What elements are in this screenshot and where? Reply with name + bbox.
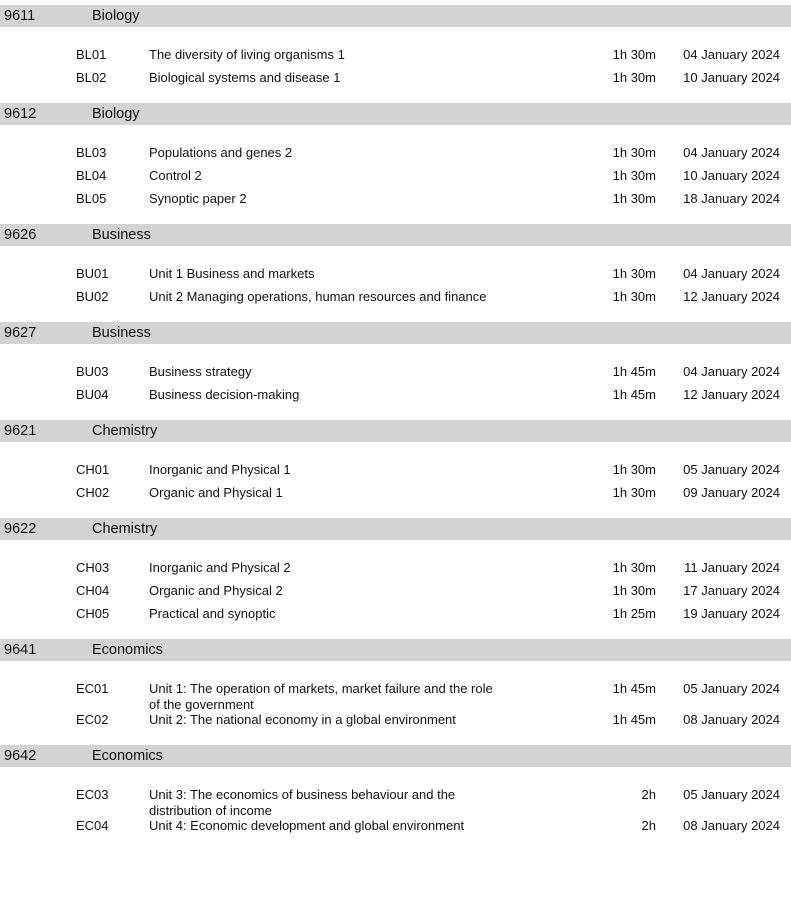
paper-duration: 2h (641, 818, 656, 833)
paper-date: 05 January 2024 (683, 787, 780, 802)
paper-duration: 1h 30m (612, 266, 656, 281)
group-header (0, 224, 791, 246)
subject-group (0, 420, 791, 518)
paper-duration: 1h 45m (612, 712, 656, 727)
group-code: 9611 (4, 8, 36, 24)
paper-date: 08 January 2024 (683, 818, 780, 833)
paper-title: Unit 1 Business and markets (149, 266, 315, 281)
group-papers (0, 661, 791, 745)
paper-date: 10 January 2024 (683, 70, 780, 85)
paper-code: BU03 (76, 364, 109, 379)
group-code: 9626 (4, 227, 37, 243)
paper-code: BL05 (76, 191, 107, 206)
paper-duration: 1h 30m (612, 485, 656, 500)
paper-date: 19 January 2024 (683, 606, 780, 621)
paper-date: 18 January 2024 (683, 191, 780, 206)
paper-row (0, 364, 791, 387)
paper-code: CH01 (76, 462, 110, 477)
group-header (0, 639, 791, 661)
subject-group (0, 745, 791, 851)
group-header (0, 745, 791, 767)
group-code: 9621 (4, 423, 37, 439)
group-header (0, 322, 791, 344)
paper-title: Unit 2: The national economy in a global environment (149, 712, 456, 727)
paper-title: Biological systems and disease 1 (149, 70, 341, 85)
paper-code: CH03 (76, 560, 110, 575)
paper-date: 04 January 2024 (683, 145, 780, 160)
paper-code: EC01 (76, 681, 109, 696)
paper-code: BL04 (76, 168, 107, 183)
paper-duration: 1h 30m (612, 47, 656, 62)
paper-duration: 1h 30m (612, 289, 656, 304)
paper-duration: 2h (641, 787, 656, 802)
paper-title: Unit 4: Economic development and global environment (149, 818, 465, 833)
paper-row (0, 70, 791, 93)
paper-row (0, 485, 791, 508)
paper-date: 08 January 2024 (683, 712, 780, 727)
paper-duration: 1h 45m (612, 364, 656, 379)
paper-row (0, 560, 791, 583)
group-code: 9612 (4, 106, 37, 122)
paper-code: EC02 (76, 712, 109, 727)
paper-date: 12 January 2024 (683, 387, 780, 402)
subject-group (0, 639, 791, 745)
paper-row (0, 681, 791, 712)
group-papers (0, 767, 791, 851)
paper-date: 04 January 2024 (683, 47, 780, 62)
group-papers (0, 246, 791, 322)
subject-group (0, 224, 791, 322)
paper-title: Unit 1: The operation of markets, market failure and the role of the government (149, 681, 493, 712)
group-subject: Biology (92, 106, 140, 122)
group-papers (0, 442, 791, 518)
paper-date: 11 January 2024 (684, 560, 780, 575)
paper-duration: 1h 30m (612, 462, 656, 477)
group-papers (0, 125, 791, 224)
paper-title: Synoptic paper 2 (149, 191, 247, 206)
paper-date: 09 January 2024 (683, 485, 780, 500)
paper-date: 10 January 2024 (683, 168, 780, 183)
group-header (0, 103, 791, 125)
paper-row (0, 712, 791, 735)
paper-duration: 1h 30m (612, 583, 656, 598)
group-subject: Chemistry (92, 423, 158, 439)
paper-code: CH04 (76, 583, 110, 598)
paper-title: Business decision-making (149, 387, 300, 402)
group-subject: Chemistry (92, 521, 158, 537)
paper-title: Inorganic and Physical 1 (149, 462, 291, 477)
group-code: 9641 (4, 642, 37, 658)
paper-title: Inorganic and Physical 2 (149, 560, 291, 575)
paper-code: BL01 (76, 47, 107, 62)
paper-date: 04 January 2024 (683, 266, 780, 281)
paper-code: BL02 (76, 70, 107, 85)
paper-duration: 1h 45m (612, 681, 656, 696)
paper-code: BU04 (76, 387, 109, 402)
group-subject: Economics (92, 642, 163, 658)
paper-duration: 1h 45m (612, 387, 656, 402)
paper-date: 17 January 2024 (683, 583, 780, 598)
paper-title: Unit 3: The economics of business behaviour and the distribution of income (149, 787, 456, 818)
paper-row (0, 47, 791, 70)
paper-duration: 1h 25m (612, 606, 656, 621)
subject-group (0, 322, 791, 420)
group-papers (0, 540, 791, 639)
paper-title: Organic and Physical 1 (149, 485, 283, 500)
group-subject: Biology (92, 8, 140, 24)
group-header (0, 5, 791, 27)
paper-code: CH05 (76, 606, 110, 621)
paper-duration: 1h 30m (612, 560, 656, 575)
group-papers (0, 344, 791, 420)
subject-group (0, 518, 791, 639)
group-header (0, 518, 791, 540)
paper-title: Business strategy (149, 364, 252, 379)
group-header (0, 420, 791, 442)
paper-row (0, 191, 791, 214)
paper-date: 05 January 2024 (683, 681, 780, 696)
paper-title: Organic and Physical 2 (149, 583, 283, 598)
group-code: 9642 (4, 748, 37, 764)
paper-row (0, 818, 791, 841)
group-subject: Business (92, 325, 151, 341)
paper-row (0, 168, 791, 191)
paper-duration: 1h 30m (612, 70, 656, 85)
group-code: 9622 (4, 521, 37, 537)
paper-date: 05 January 2024 (683, 462, 780, 477)
paper-duration: 1h 30m (612, 191, 656, 206)
paper-row (0, 289, 791, 312)
paper-title: Control 2 (149, 168, 202, 183)
paper-date: 12 January 2024 (683, 289, 780, 304)
paper-code: BL03 (76, 145, 107, 160)
paper-row (0, 462, 791, 485)
group-subject: Business (92, 227, 151, 243)
paper-row (0, 145, 791, 168)
paper-code: CH02 (76, 485, 110, 500)
paper-date: 04 January 2024 (683, 364, 780, 379)
paper-row (0, 583, 791, 606)
group-papers (0, 27, 791, 103)
paper-code: EC03 (76, 787, 109, 802)
paper-row (0, 606, 791, 629)
paper-duration: 1h 30m (612, 145, 656, 160)
paper-row (0, 387, 791, 410)
group-code: 9627 (4, 325, 37, 341)
subject-group (0, 5, 791, 103)
paper-title: Practical and synoptic (149, 606, 276, 621)
paper-duration: 1h 30m (612, 168, 656, 183)
paper-row (0, 266, 791, 289)
paper-code: BU01 (76, 266, 109, 281)
group-subject: Economics (92, 748, 163, 764)
paper-title: Populations and genes 2 (149, 145, 293, 160)
subject-group (0, 103, 791, 224)
paper-code: BU02 (76, 289, 109, 304)
paper-title: Unit 2 Managing operations, human resources and finance (149, 289, 487, 304)
paper-row (0, 787, 791, 818)
paper-title: The diversity of living organisms 1 (149, 47, 345, 62)
paper-code: EC04 (76, 818, 109, 833)
